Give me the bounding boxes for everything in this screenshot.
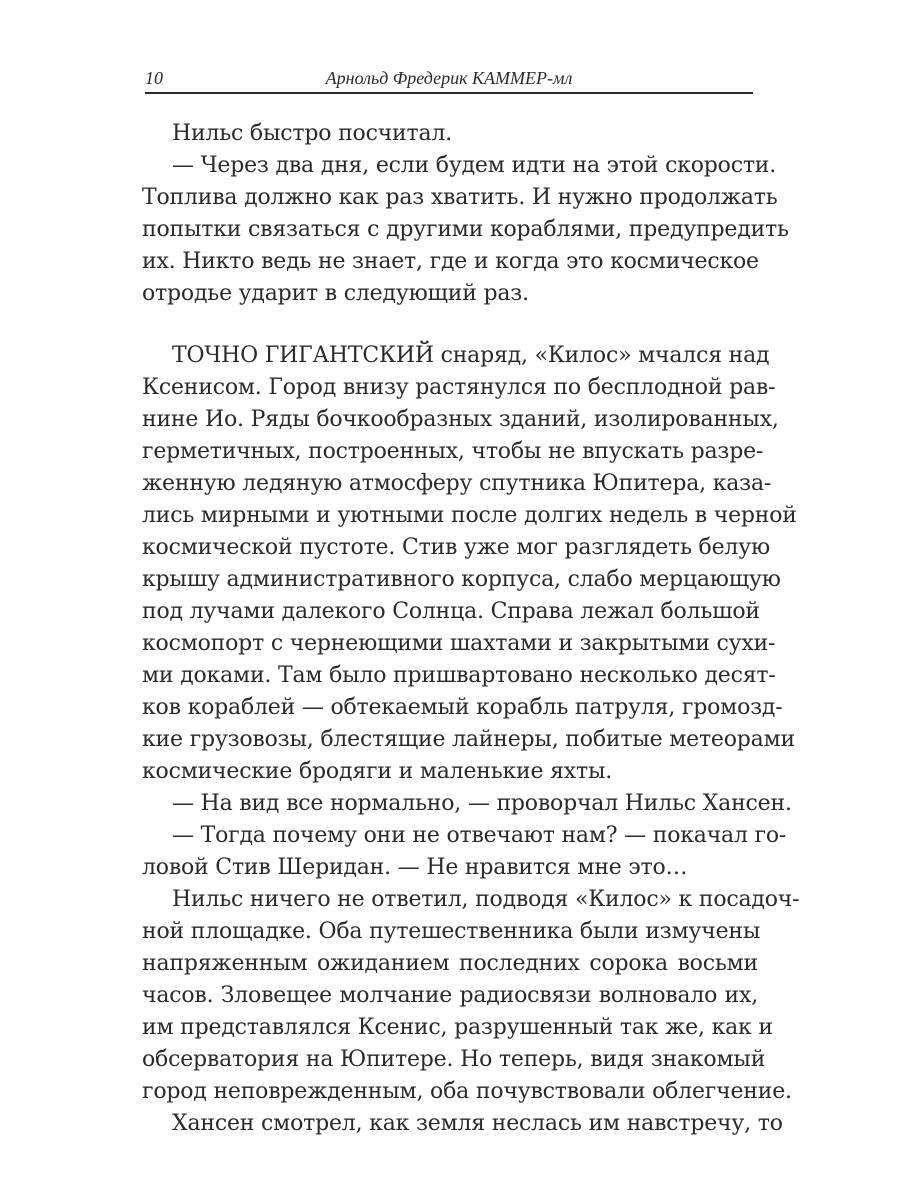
text-line: отродье ударит в следующий раз. [142,281,529,306]
text-line: Ксенисом. Город внизу растянулся по бесплодной рав- [142,375,776,400]
text-line: кие грузовозы, блестящие лайнеры, побитые метеорами [142,727,795,752]
text-line: попытки связаться с другими кораблями, предупредить [142,217,789,242]
text-line: космические бродяги и маленькие яхты. [142,759,613,784]
text-line: Нильс быстро посчитал. [172,121,452,146]
text-line: ми доками. Там было пришвартовано несколько десят- [142,663,776,688]
running-title: Арнольд Фредерик КАММЕР-мл [325,68,573,88]
text-line: обсерватория на Юпитере. Но теперь, видя знакомый [142,1047,766,1072]
text-line: напряженным ожиданием последних сорока восьми [142,951,758,976]
text-line: космической пустоте. Стив уже мог разглядеть белую [142,535,770,560]
text-line: часов. Зловещее молчание радиосвязи волновало их, [142,983,758,1008]
text-line: женную ледяную атмосферу спутника Юпитера, каза- [142,471,772,496]
text-line: Нильс ничего не ответил, подводя «Килос» к посадоч- [172,887,800,912]
page-number: 10 [145,68,163,88]
text-line: — Тогда почему они не отвечают нам? — покачал го- [172,823,787,848]
text-line: нине Ио. Ряды бочкообразных зданий, изолированных, [142,407,779,432]
page-header [145,64,753,94]
text-line: под лучами далекого Солнца. Справа лежал большой [142,599,760,624]
text-line: ТОЧНО ГИГАНТСКИЙ снаряд, «Килос» мчался над [172,343,770,368]
text-line: Хансен смотрел, как земля неслась им навстречу, то [172,1111,783,1136]
text-line: им представлялся Ксенис, разрушенный так же, как и [142,1015,773,1040]
text-line: герметичных, построенных, чтобы не впускать разре- [142,439,764,464]
text-line: космопорт с чернеющими шахтами и закрытыми сухи- [142,631,776,656]
text-line: — Через два дня, если будем идти на этой скорости. [172,153,777,178]
text-line: — На вид все нормально, — проворчал Нильс Хансен. [172,791,792,816]
text-line: ков кораблей — обтекаемый корабль патруля, громозд- [142,695,783,720]
section-break [142,310,758,340]
text-line: ловой Стив Шеридан. — Не нравится мне это… [142,855,688,880]
text-line: крышу административного корпуса, слабо мерцающую [142,567,781,592]
text-line: Топлива должно как раз хватить. И нужно продолжать [142,185,778,210]
text-line: город неповрежденным, оба почувствовали облегчение. [142,1079,792,1104]
body-text [142,118,800,1140]
text-line: их. Никто ведь не знает, где и когда это космическое [142,249,759,274]
text-line: лись мирными и уютными после долгих недель в черной [142,503,797,528]
text-line: ной площадке. Оба путешественника были измучены [142,919,761,944]
